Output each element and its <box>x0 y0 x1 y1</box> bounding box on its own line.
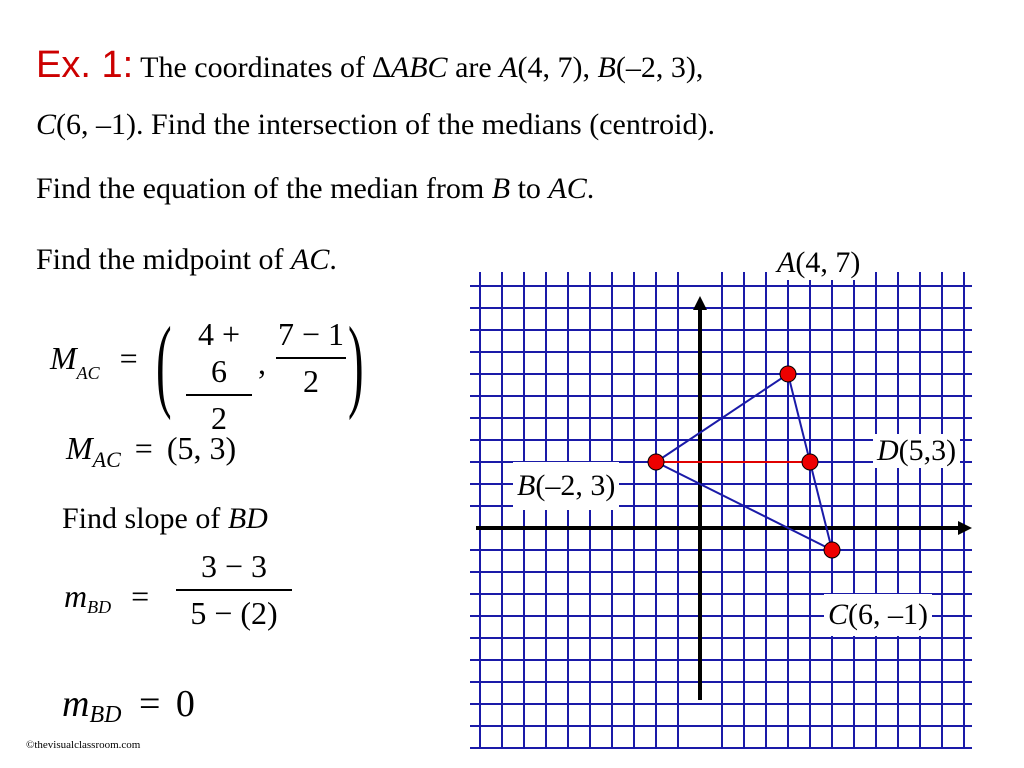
text-segment: Find the midpoint of <box>36 243 291 276</box>
point-b-ref: B <box>491 172 511 205</box>
example-label: Ex. 1: <box>36 44 134 86</box>
midpoint-equals: = <box>119 340 138 376</box>
triangle-name: ABC <box>390 51 448 84</box>
slope-result-m: m <box>62 683 90 725</box>
point-d-label-coords: (5,3) <box>898 434 957 467</box>
point-b-label-coords: (–2, 3) <box>535 469 616 502</box>
point-c-label-name: C <box>828 598 849 631</box>
grid-lines <box>470 272 972 748</box>
slope-result-sub: BD <box>89 702 122 728</box>
left-paren-icon: ( <box>156 306 172 421</box>
text-segment: are <box>447 51 500 84</box>
midpoint-result-sub: AC <box>92 447 121 472</box>
text-segment: . <box>586 172 595 205</box>
fraction-denominator: 2 <box>211 400 227 436</box>
point-a-marker <box>780 366 796 382</box>
point-a-label-coords: (4, 7) <box>795 246 861 279</box>
text-segment: Find slope of <box>62 502 228 535</box>
slope-sub: BD <box>87 597 112 617</box>
text-segment: to <box>510 172 549 205</box>
fraction-denominator: 2 <box>303 363 319 399</box>
slope-result-equals: = <box>138 683 161 725</box>
segment-bd-ref: BD <box>227 502 268 535</box>
point-b-label-name: B <box>517 469 536 502</box>
point-b-name: B <box>597 51 616 84</box>
text-segment: (6, –1). Find the intersection of the medians (centroid). <box>56 108 716 141</box>
slope-equals: = <box>131 578 150 614</box>
point-d-marker <box>802 454 818 470</box>
segment-ac-ref: AC <box>291 243 330 276</box>
point-d-label-name: D <box>877 434 899 467</box>
fraction-denominator: 5 − (2) <box>190 595 278 631</box>
triangle-symbol: ∆ <box>372 51 391 84</box>
midpoint-comma: , <box>258 345 266 381</box>
text-segment: The coordinates of <box>140 51 373 84</box>
label-point-d <box>873 434 960 468</box>
copyright-footer: ©thevisualclassroom.com <box>26 739 141 751</box>
label-point-c <box>824 594 932 636</box>
fraction-numerator: 7 − 1 <box>277 316 345 352</box>
slope-result-value: 0 <box>175 683 195 725</box>
midpoint-m: M <box>50 340 77 376</box>
slope-m: m <box>64 578 88 614</box>
y-axis-arrow-icon <box>693 296 707 310</box>
fraction-numerator: 4 + 6 <box>197 316 241 389</box>
midpoint-result-equals: = <box>134 430 153 466</box>
fraction-numerator: 3 − 3 <box>200 548 268 584</box>
midpoint-result-value: (5, 3) <box>166 430 237 466</box>
point-a-coords: (4, 7), <box>517 51 598 84</box>
midpoint-result-m: M <box>66 430 93 466</box>
right-paren-icon: ) <box>348 306 364 421</box>
label-point-a <box>773 246 864 280</box>
point-c-marker <box>824 542 840 558</box>
midpoint-sub: AC <box>76 363 100 383</box>
label-point-b <box>513 462 619 510</box>
point-c-label-coords: (6, –1) <box>848 598 928 631</box>
segment-ac-ref: AC <box>548 172 587 205</box>
point-a-label-name: A <box>777 246 796 279</box>
text-segment: . <box>329 243 337 276</box>
text-segment: Find the equation of the median from <box>36 172 492 205</box>
point-b-coords: (–2, 3), <box>615 51 704 84</box>
point-c-name: C <box>36 108 57 141</box>
point-a-name: A <box>499 51 518 84</box>
point-b-marker <box>648 454 664 470</box>
